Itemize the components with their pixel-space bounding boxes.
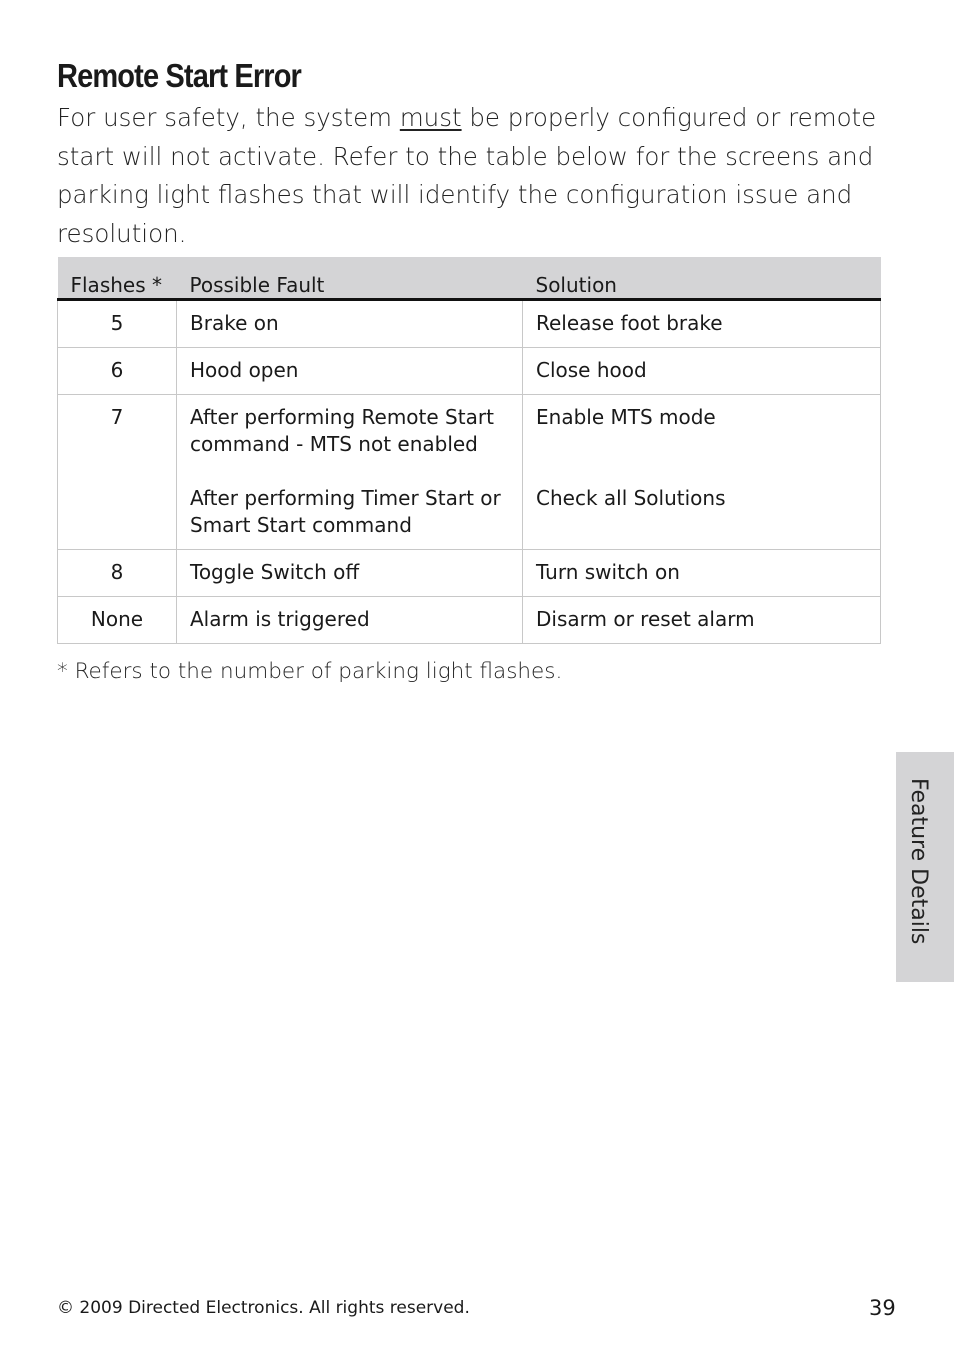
cell-spacer [536,431,868,458]
solution-cell [523,347,881,394]
table-row [58,347,881,394]
flashes-cell: 8 [58,549,177,596]
flashes-cell: None [58,596,177,643]
fault-text: Toggle Switch off [190,559,360,584]
table-row [58,596,881,643]
header-possible-fault: Possible Fault [177,257,523,299]
fault-cell [177,596,523,643]
remote-start-error-table [57,257,881,644]
side-tab-label: Feature Details [906,778,931,945]
intro-text-part1: For user safety, the system [57,103,400,132]
header-flashes: Flashes * [58,257,177,299]
table-footnote: * Refers to the number of parking light flashes. [57,659,563,684]
fault-cell [177,394,523,549]
cell-spacer [536,458,868,485]
solution-text: Turn switch on [536,559,680,584]
flashes-cell: 5 [58,299,177,347]
solution-cell [523,394,881,549]
solution-cell [523,549,881,596]
flashes-cell: 6 [58,347,177,394]
page-title: Remote Start Error [57,57,301,94]
fault-text: After performing Remote Start [190,404,494,429]
fault-text: Hood open [190,357,299,382]
fault-cell [177,549,523,596]
fault-text: command - MTS not enabled [190,431,478,456]
flashes-cell: 7 [58,394,177,549]
fault-cell [177,299,523,347]
solution-cell [523,299,881,347]
fault-text: After performing Timer Start or [190,485,501,510]
fault-text: Alarm is triggered [190,606,370,631]
table-header-row [58,257,881,299]
solution-text: Disarm or reset alarm [536,606,755,631]
page-number: 39 [869,1296,896,1320]
solution-text: Check all Solutions [536,485,726,510]
fault-cell [177,347,523,394]
fault-text: Smart Start command [190,512,412,537]
solution-cell [523,596,881,643]
header-solution: Solution [523,257,881,299]
copyright-notice: © 2009 Directed Electronics. All rights reserved. [57,1298,470,1318]
fault-text: Brake on [190,310,279,335]
cell-spacer [190,458,510,485]
intro-paragraph [57,99,897,253]
solution-text: Release foot brake [536,310,723,335]
table-row [58,299,881,347]
solution-text: Close hood [536,357,647,382]
intro-underlined-word: must [399,103,462,132]
intro-text-part2: be properly configured or remote start will not activate. Refer to the table below for the screens and parking light flashes that will identify the configuration issue and resolution. [57,103,877,248]
table-row [58,394,881,549]
table-row [58,549,881,596]
solution-text: Enable MTS mode [536,404,716,429]
